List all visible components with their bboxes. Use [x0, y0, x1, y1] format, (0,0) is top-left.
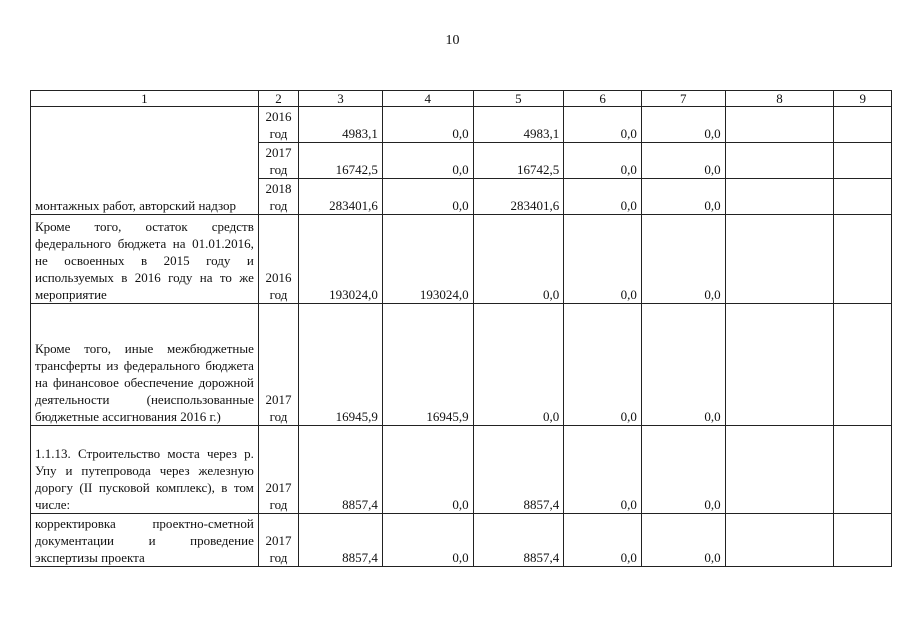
- value-cell: 0,0: [382, 514, 473, 567]
- column-header: 6: [564, 91, 642, 107]
- value-cell: 0,0: [473, 215, 564, 304]
- value-cell: 0,0: [382, 426, 473, 514]
- row-description: монтажных работ, авторский надзор: [31, 107, 259, 215]
- value-cell: 0,0: [382, 143, 473, 179]
- value-cell: 0,0: [641, 143, 725, 179]
- column-header: 5: [473, 91, 564, 107]
- value-cell: [725, 107, 834, 143]
- column-header: 3: [299, 91, 383, 107]
- value-cell: [834, 107, 892, 143]
- year-cell: 2016 год: [258, 215, 298, 304]
- value-cell: 16945,9: [382, 304, 473, 426]
- value-cell: 16742,5: [473, 143, 564, 179]
- row-description: корректировка проектно-сметной документации и проведение экспертизы проекта: [31, 514, 259, 567]
- table-row: [31, 514, 892, 567]
- value-cell: 193024,0: [382, 215, 473, 304]
- column-header: 1: [31, 91, 259, 107]
- value-cell: 8857,4: [473, 426, 564, 514]
- value-cell: 0,0: [564, 514, 642, 567]
- value-cell: 0,0: [564, 143, 642, 179]
- value-cell: 8857,4: [473, 514, 564, 567]
- value-cell: 283401,6: [473, 179, 564, 215]
- value-cell: [834, 304, 892, 426]
- value-cell: 0,0: [641, 426, 725, 514]
- table-row: [31, 426, 892, 514]
- value-cell: 0,0: [564, 426, 642, 514]
- column-header: 9: [834, 91, 892, 107]
- year-cell: 2018 год: [258, 179, 298, 215]
- value-cell: [834, 426, 892, 514]
- value-cell: [725, 304, 834, 426]
- value-cell: 0,0: [564, 304, 642, 426]
- value-cell: 16742,5: [299, 143, 383, 179]
- row-description: Кроме того, иные межбюджетные трансферты из федерального бюджета на финансовое обеспечение дорожной деятельности (неиспользованные бюджетные ассигнования 2016 г.): [31, 304, 259, 426]
- value-cell: 8857,4: [299, 426, 383, 514]
- value-cell: [725, 514, 834, 567]
- table-header-row: [31, 91, 892, 107]
- value-cell: 4983,1: [473, 107, 564, 143]
- table-row: [31, 304, 892, 426]
- column-header: 4: [382, 91, 473, 107]
- column-header: 2: [258, 91, 298, 107]
- value-cell: [834, 179, 892, 215]
- table-row: [31, 107, 892, 143]
- year-cell: 2016 год: [258, 107, 298, 143]
- value-cell: 0,0: [382, 179, 473, 215]
- value-cell: [834, 514, 892, 567]
- value-cell: 0,0: [564, 179, 642, 215]
- year-cell: 2017 год: [258, 304, 298, 426]
- value-cell: 4983,1: [299, 107, 383, 143]
- value-cell: 8857,4: [299, 514, 383, 567]
- value-cell: 283401,6: [299, 179, 383, 215]
- value-cell: 0,0: [641, 304, 725, 426]
- column-header: 7: [641, 91, 725, 107]
- value-cell: 0,0: [473, 304, 564, 426]
- value-cell: 16945,9: [299, 304, 383, 426]
- row-description: 1.1.13. Строительство моста через р. Упу и путепровода через железную дорогу (II пусковой комплекс), в том числе:: [31, 426, 259, 514]
- value-cell: [834, 215, 892, 304]
- value-cell: 193024,0: [299, 215, 383, 304]
- page-number: 10: [445, 33, 460, 48]
- value-cell: 0,0: [564, 215, 642, 304]
- row-description: Кроме того, остаток средств федерального бюджета на 01.01.2016, не освоенных в 2015 году и используемых в 2016 году на то же мероприятие: [31, 215, 259, 304]
- value-cell: [834, 143, 892, 179]
- column-header: 8: [725, 91, 834, 107]
- year-cell: 2017 год: [258, 514, 298, 567]
- value-cell: 0,0: [641, 179, 725, 215]
- value-cell: [725, 215, 834, 304]
- value-cell: [725, 426, 834, 514]
- value-cell: 0,0: [641, 107, 725, 143]
- value-cell: [725, 179, 834, 215]
- value-cell: 0,0: [641, 215, 725, 304]
- value-cell: 0,0: [564, 107, 642, 143]
- budget-table: [30, 90, 892, 567]
- year-cell: 2017 год: [258, 426, 298, 514]
- value-cell: [725, 143, 834, 179]
- value-cell: 0,0: [382, 107, 473, 143]
- year-cell: 2017 год: [258, 143, 298, 179]
- table-row: [31, 215, 892, 304]
- value-cell: 0,0: [641, 514, 725, 567]
